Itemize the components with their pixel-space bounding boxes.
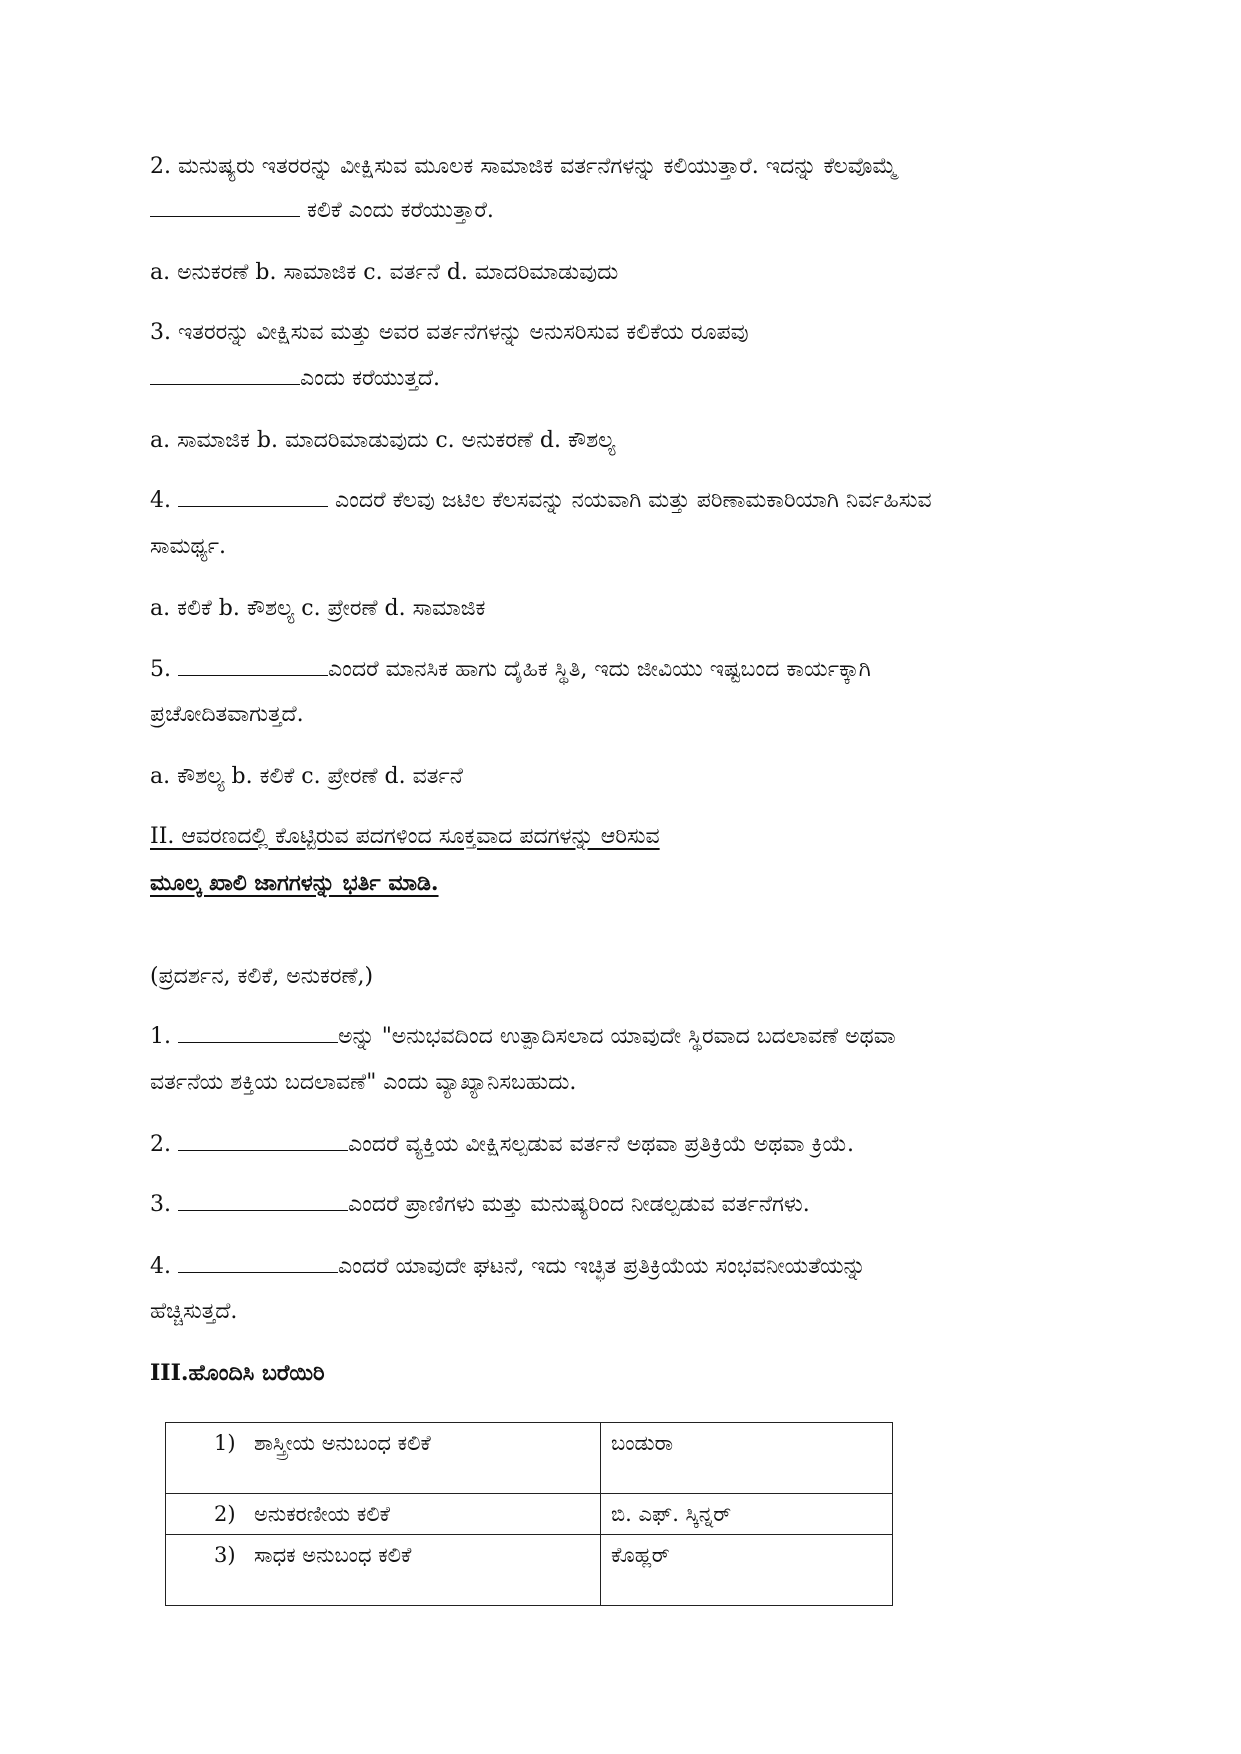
question-4-line-1 — [150, 486, 1110, 516]
match-left-cell — [166, 1423, 601, 1494]
row-number: 3) — [214, 1543, 236, 1567]
answer-blank[interactable] — [178, 1130, 348, 1151]
answer-blank[interactable] — [150, 364, 300, 385]
fill-question-1-line-2: ವರ್ತನೆಯ ಶಕ್ತಿಯ ಬದಲಾವಣೆ" ಎಂದು ವ್ಯಾಖ್ಯಾನಿಸಬಹುದು. — [150, 1070, 577, 1095]
answer-blank[interactable] — [178, 1190, 348, 1211]
table-row — [166, 1494, 893, 1535]
answer-blank[interactable] — [178, 486, 328, 507]
answer-blank[interactable] — [178, 1252, 338, 1273]
question-3-line-2 — [150, 364, 1110, 394]
section-2-heading-line-1: II. ಆವರಣದಲ್ಲಿ ಕೊಟ್ಟಿರುವ ಪದಗಳಿಂದ ಸೂಕ್ತವಾದ ಪದಗಳನ್ನು ಆರಿಸುವ — [150, 824, 660, 849]
question-4-number: 4. — [150, 488, 171, 513]
section-3-heading: III.ಹೊಂದಿಸಿ ಬರೆಯಿರಿ — [150, 1360, 325, 1386]
fill-question-3 — [150, 1190, 1110, 1220]
question-3-text: ಎಂದು ಕರೆಯುತ್ತದೆ. — [300, 366, 440, 391]
match-right-cell: ಕೊಹ್ಲರ್ — [601, 1535, 893, 1606]
word-bank: (ಪ್ರದರ್ಶನ, ಕಲಿಕೆ, ಅನುಕರಣೆ,) — [150, 964, 374, 989]
question-5-line-1 — [150, 655, 1110, 685]
fill-question-3-text: ಎಂದರೆ ಪ್ರಾಣಿಗಳು ಮತ್ತು ಮನುಷ್ಯರಿಂದ ನೀಡಲ್ಪಡುವ ವರ್ತನೆಗಳು. — [348, 1192, 810, 1217]
question-5-line-2: ಪ್ರಚೋದಿತವಾಗುತ್ತದೆ. — [150, 702, 304, 727]
question-4-options: a. ಕಲಿಕೆ b. ಕೌಶಲ್ಯ c. ಪ್ರೇರಣೆ d. ಸಾಮಾಜಿಕ — [150, 596, 486, 621]
question-5-text: ಎಂದರೆ ಮಾನಸಿಕ ಹಾಗು ದೈಹಿಕ ಸ್ಥಿತಿ, ಇದು ಜೀವಿಯು ಇಷ್ಟಬಂದ ಕಾರ್ಯಕ್ಕಾಗಿ — [328, 657, 871, 682]
match-left-text: ಅನುಕರಣೀಯ ಕಲಿಕೆ — [254, 1502, 390, 1526]
fill-question-1-number: 1. — [150, 1024, 171, 1049]
match-left-text: ಸಾಧಕ ಅನುಬಂಧ ಕಲಿಕೆ — [254, 1543, 412, 1567]
question-2-line-2 — [150, 196, 1110, 226]
question-2-text: ಕಲಿಕೆ ಎಂದು ಕರೆಯುತ್ತಾರೆ. — [307, 198, 494, 223]
match-right-cell: ಬಂಡುರಾ — [601, 1423, 893, 1494]
match-left-text: ಶಾಸ್ತ್ರೀಯ ಅನುಬಂಧ ಕಲಿಕೆ — [254, 1431, 431, 1455]
question-4-line-2: ಸಾಮರ್ಥ್ಯ. — [150, 534, 227, 559]
question-4-text: ಎಂದರೆ ಕೆಲವು ಜಟಿಲ ಕೆಲಸವನ್ನು ನಯವಾಗಿ ಮತ್ತು ಪರಿಣಾಮಕಾರಿಯಾಗಿ ನಿರ್ವಹಿಸುವ — [335, 488, 932, 513]
question-5-number: 5. — [150, 657, 171, 682]
question-3-line-1: 3. ಇತರರನ್ನು ವೀಕ್ಷಿಸುವ ಮತ್ತು ಅವರ ವರ್ತನೆಗಳನ್ನು ಅನುಸರಿಸುವ ಕಲಿಕೆಯ ರೂಪವು — [150, 320, 749, 345]
fill-question-4-line-1 — [150, 1252, 1110, 1282]
match-left-cell — [166, 1535, 601, 1606]
fill-question-2-number: 2. — [150, 1132, 171, 1157]
question-5-options: a. ಕೌಶಲ್ಯ b. ಕಲಿಕೆ c. ಪ್ರೇರಣೆ d. ವರ್ತನೆ — [150, 764, 463, 789]
table-row — [166, 1535, 893, 1606]
match-table — [165, 1422, 893, 1606]
question-3-options: a. ಸಾಮಾಜಿಕ b. ಮಾದರಿಮಾಡುವುದು c. ಅನುಕರಣೆ d. ಕೌಶಲ್ಯ — [150, 428, 616, 453]
fill-question-2-text: ಎಂದರೆ ವ್ಯಕ್ತಿಯ ವೀಕ್ಷಿಸಲ್ಪಡುವ ವರ್ತನೆ ಅಥವಾ ಪ್ರತಿಕ್ರಿಯೆ ಅಥವಾ ಕ್ರಿಯೆ. — [348, 1132, 854, 1157]
match-left-cell — [166, 1494, 601, 1535]
row-number: 1) — [214, 1431, 236, 1455]
answer-blank[interactable] — [178, 1022, 338, 1043]
table-row — [166, 1423, 893, 1494]
match-right-cell: ಬಿ. ಎಫ್. ಸ್ಕಿನ್ನರ್ — [601, 1494, 893, 1535]
question-2-line-1: 2. ಮನುಷ್ಯರು ಇತರರನ್ನು ವೀಕ್ಷಿಸುವ ಮೂಲಕ ಸಾಮಾಜಿಕ ವರ್ತನೆಗಳನ್ನು ಕಲಿಯುತ್ತಾರೆ. ಇದನ್ನು ಕೆಲವೊಮ್ಮೆ — [150, 154, 898, 179]
section-2-heading-line-2: ಮೂಲ್ಕ ಖಾಲಿ ಜಾಗಗಳನ್ನು ಭರ್ತಿ ಮಾಡಿ. — [150, 870, 439, 896]
fill-question-4-number: 4. — [150, 1254, 171, 1279]
answer-blank[interactable] — [178, 655, 328, 676]
fill-question-1-line-1 — [150, 1022, 1110, 1052]
fill-question-1-text: ಅನ್ನು "ಅನುಭವದಿಂದ ಉತ್ಪಾದಿಸಲಾದ ಯಾವುದೇ ಸ್ಥಿರವಾದ ಬದಲಾವಣೆ ಅಥವಾ — [338, 1024, 896, 1049]
fill-question-4-line-2: ಹೆಚ್ಚಿಸುತ್ತದೆ. — [150, 1299, 238, 1324]
fill-question-3-number: 3. — [150, 1192, 171, 1217]
fill-question-2 — [150, 1130, 1110, 1160]
answer-blank[interactable] — [150, 196, 300, 217]
row-number: 2) — [214, 1502, 236, 1526]
question-2-options: a. ಅನುಕರಣೆ b. ಸಾಮಾಜಿಕ c. ವರ್ತನೆ d. ಮಾದರಿಮಾಡುವುದು — [150, 260, 619, 285]
fill-question-4-text: ಎಂದರೆ ಯಾವುದೇ ಘಟನೆ, ಇದು ಇಚ್ಛಿತ ಪ್ರತಿಕ್ರಿಯೆಯ ಸಂಭವನೀಯತೆಯನ್ನು — [338, 1254, 866, 1279]
